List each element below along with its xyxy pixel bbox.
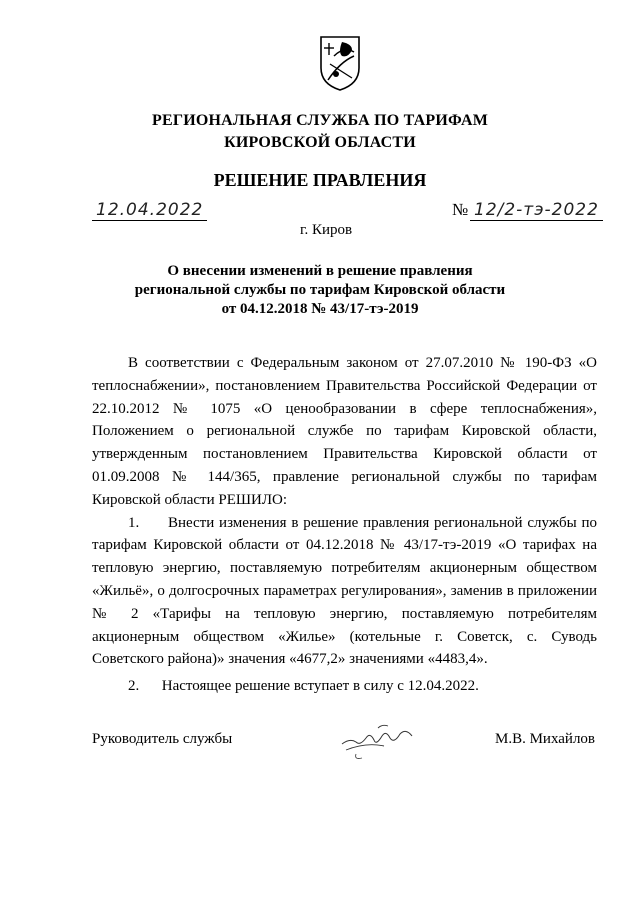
document-subject <box>0 262 640 319</box>
subject-line-1: О внесении изменений в решение правления <box>167 263 473 279</box>
signatory-name: М.В. Михайлов <box>495 731 596 747</box>
document-body <box>92 352 597 698</box>
decision-date: 12.04.2022 <box>92 200 207 221</box>
signatory-position: Руководитель службы <box>92 731 233 747</box>
decision-number: 12/2-тэ-2022 <box>470 200 603 221</box>
city: г. Киров <box>300 222 353 238</box>
handwritten-signature <box>336 720 436 785</box>
document-title: РЕШЕНИЕ ПРАВЛЕНИЯ <box>213 170 427 190</box>
subject-line-2: региональной службы по тарифам Кировской области <box>134 282 506 298</box>
subject-line-3: от 04.12.2018 № 43/17-тэ-2019 <box>221 301 419 317</box>
decision-item-2: 2. Настоящее решение вступает в силу с 12.04.2022. <box>128 678 479 695</box>
number-label: № <box>452 200 469 219</box>
coat-of-arms-emblem <box>318 34 362 92</box>
organization-name-line1: РЕГИОНАЛЬНАЯ СЛУЖБА ПО ТАРИФАМ <box>151 112 489 129</box>
decision-item-1: 1. Внести изменения в решение правления региональной службы по тарифам Кировской области от 04.12.2018 № 43/17-тэ-2019 «О тарифах на тепловую энергию, поставляемую потребителям акционерным обществом «Жильё», о долгосрочных параметрах регулирования», заменив в приложении № 2 «Тарифы на тепловую энергию, поставляемую потребителям акционерным обществом «Жилье» (котельные г. Советск, с. Суводь Советского района)» значения «4677,2» значениями «4483,4». <box>92 514 597 668</box>
preamble-paragraph: В соответствии с Федеральным законом от 27.07.2010 № 190-ФЗ «О теплоснабжении», постановлением Правительства Российской Федерации от 22.10.2012 № 1075 «О ценообразовании в сфере теплоснабжения», Положением о региональной службе по тарифам Кировской области, утвержденным постановлением Правительства Кировской области от 01.09.2008 № 144/365, правление региональной службы по тарифам Кировской области РЕШИЛО: <box>92 355 597 508</box>
organization-name-line2: КИРОВСКОЙ ОБЛАСТИ <box>224 134 416 151</box>
